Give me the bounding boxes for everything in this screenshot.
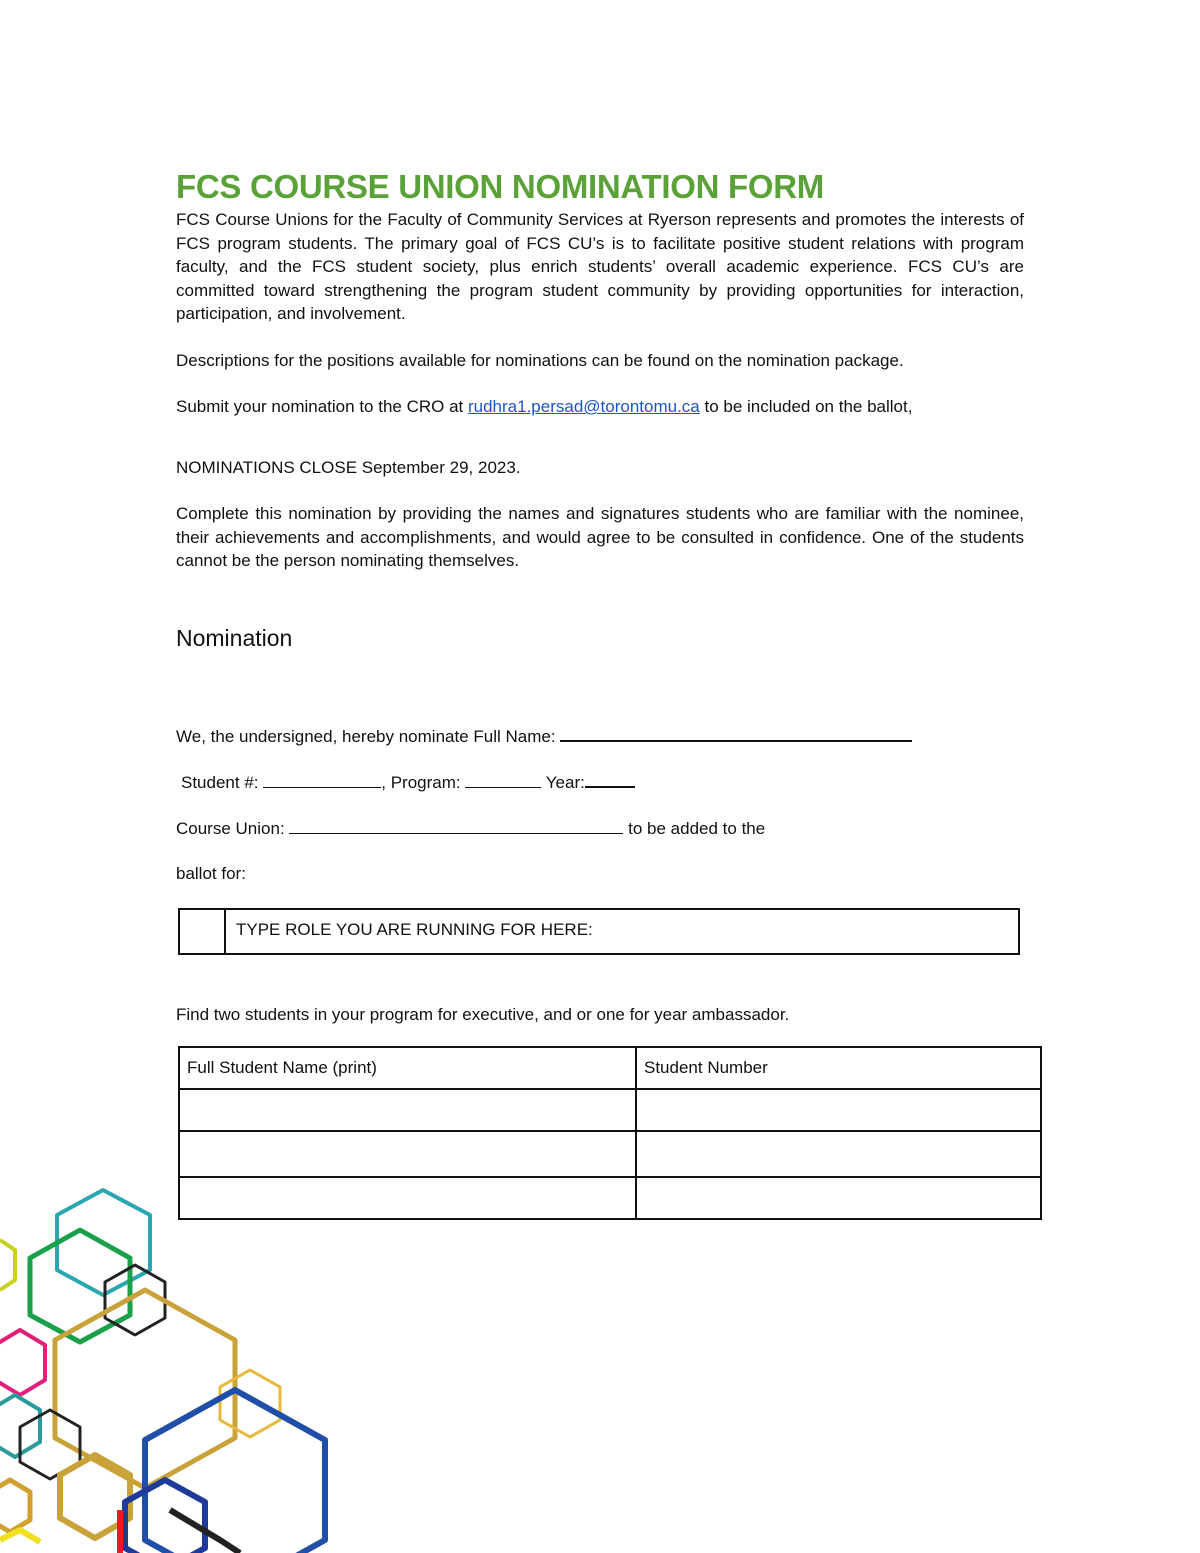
student-num-field[interactable]: [263, 769, 381, 788]
column-header-name: Full Student Name (print): [179, 1047, 636, 1089]
table-row: [179, 1131, 1041, 1177]
full-name-row: [176, 722, 912, 748]
student-number-cell[interactable]: [636, 1177, 1041, 1219]
nomination-heading: Nomination: [176, 624, 293, 651]
course-union-suffix: to be added to the: [628, 819, 766, 838]
nominations-close: NOMINATIONS CLOSE September 29, 2023.: [176, 457, 521, 477]
student-num-label: Student #:: [181, 773, 259, 792]
year-field[interactable]: [585, 768, 635, 788]
program-field[interactable]: [465, 769, 541, 788]
student-number-cell[interactable]: [636, 1089, 1041, 1131]
table-row: [179, 1089, 1041, 1131]
table-header-row: [179, 1047, 1041, 1089]
role-box: [178, 908, 1020, 955]
complete-paragraph: Complete this nomination by providing the names and signatures students who are familiar with the nominee, their achievements and accomplishments, and would agree to be consulted in confidence. One of the students cannot be the person nominating themselves.: [176, 504, 1024, 570]
submit-suffix: to be included on the ballot,: [704, 397, 913, 416]
student-info-row: [181, 768, 635, 794]
descriptions-paragraph: Descriptions for the positions available for nominations can be found on the nomination package.: [176, 350, 904, 370]
course-union-label: Course Union:: [176, 819, 285, 838]
role-checkbox[interactable]: [180, 910, 226, 953]
submit-prefix: Submit your nomination to the CRO at: [176, 397, 464, 416]
ballot-for-label: ballot for:: [176, 864, 246, 883]
student-name-cell[interactable]: [179, 1131, 636, 1177]
course-union-field[interactable]: [289, 815, 623, 834]
course-union-row: [176, 815, 765, 840]
submit-paragraph: [176, 395, 1024, 419]
student-number-cell[interactable]: [636, 1131, 1041, 1177]
full-name-field[interactable]: [560, 722, 912, 742]
role-input-label[interactable]: TYPE ROLE YOU ARE RUNNING FOR HERE:: [236, 920, 593, 939]
program-label: , Program:: [381, 773, 461, 792]
cro-email-link[interactable]: rudhra1.persad@torontomu.ca: [467, 397, 700, 416]
column-header-number: Student Number: [636, 1047, 1041, 1089]
hexagon-decoration-graphic: [0, 1180, 340, 1553]
year-label: Year:: [545, 773, 585, 792]
find-students-text: Find two students in your program for executive, and or one for year ambassador.: [176, 1005, 790, 1024]
form-page: [176, 168, 1024, 653]
student-name-cell[interactable]: [179, 1089, 636, 1131]
form-title: FCS COURSE UNION NOMINATION FORM: [176, 168, 824, 205]
intro-paragraph: FCS Course Unions for the Faculty of Community Services at Ryerson represents and promotes the interests of FCS program students. The primary goal of FCS CU’s is to facilitate positive student relations with program faculty, and the FCS student society, plus enrich students’ overall academic experience. FCS CU’s are committed toward strengthening the program student community by providing opportunities for interaction, participation, and involvement.: [176, 210, 1024, 323]
full-name-label: We, the undersigned, hereby nominate Full Name:: [176, 727, 556, 746]
